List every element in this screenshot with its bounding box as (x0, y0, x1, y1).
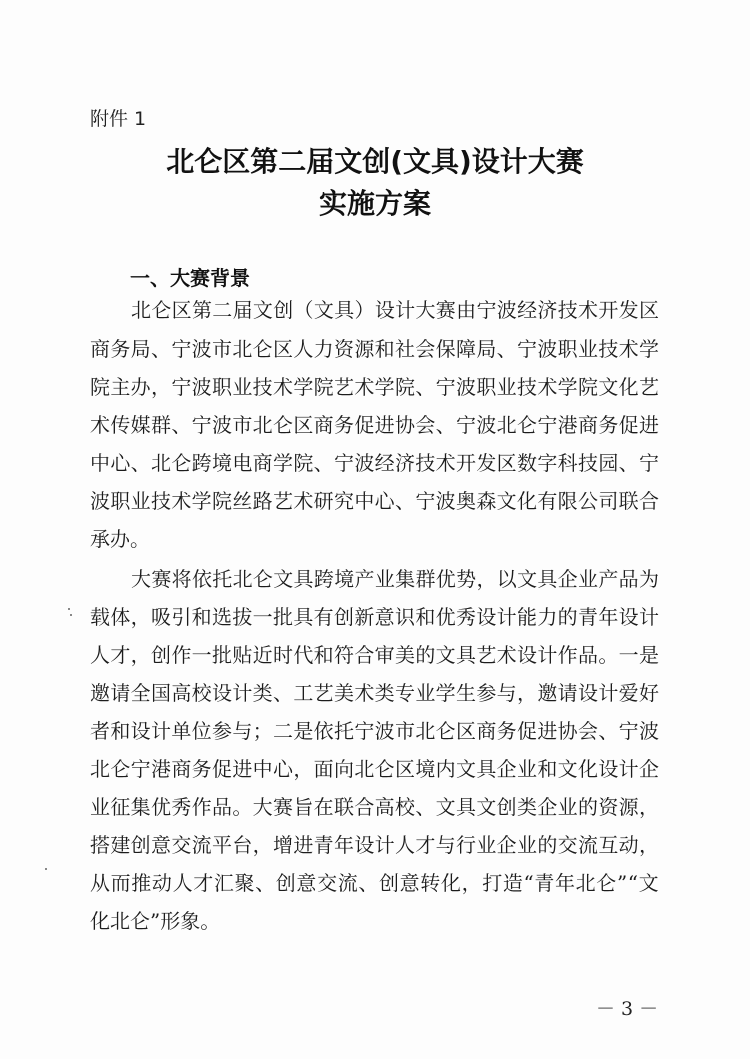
paragraph-line: 从而推动人才汇聚、创意交流、创意转化，打造“青年北仑”“文 (90, 871, 660, 895)
paragraph-line: 波职业技术学院丝路艺术研究中心、宁波奥森文化有限公司联合 (90, 489, 660, 513)
paragraph-line: 业征集优秀作品。大赛旨在联合高校、文具文创类企业的资源， (90, 795, 660, 819)
document-title-line1: 北仑区第二届文创(文具)设计大赛 (166, 145, 584, 178)
paragraph-line: 商务局、宁波市北仑区人力资源和社会保障局、宁波职业技术学 (90, 337, 660, 361)
scan-speck (45, 868, 47, 870)
paragraph-line: 者和设计单位参与；二是依托宁波市北仑区商务促进协会、宁波 (90, 719, 660, 743)
scan-speck (68, 608, 70, 610)
paragraph-line: 术传媒群、宁波市北仑区商务促进协会、宁波北仑宁港商务促进 (90, 413, 660, 437)
scan-speck (70, 614, 72, 616)
paragraph-line: 化北仑”形象。 (90, 909, 221, 933)
document-title-line2: 实施方案 (318, 187, 431, 220)
paragraph-line: 大赛将依托北仑文具跨境产业集群优势，以文具企业产品为 (131, 567, 660, 591)
paragraph-line: 北仑宁港商务促进中心，面向北仑区境内文具企业和文化设计企 (90, 757, 660, 781)
paragraph-line: 北仑区第二届文创（文具）设计大赛由宁波经济技术开发区 (131, 298, 660, 322)
paragraph-line: 中心、北仑跨境电商学院、宁波经济技术开发区数字科技园、宁 (90, 451, 660, 475)
paragraph-line: 邀请全国高校设计类、工艺美术类专业学生参与，邀请设计爱好 (90, 681, 660, 705)
attachment-label: 附件 1 (90, 108, 147, 130)
section-heading: 一、大赛背景 (130, 266, 250, 290)
paragraph-line: 搭建创意交流平台，增进青年设计人才与行业企业的交流互动， (90, 833, 660, 857)
paragraph-line: 人才，创作一批贴近时代和符合审美的文具艺术设计作品。一是 (90, 643, 660, 667)
paragraph-line: 承办。 (90, 527, 150, 551)
paragraph-line: 院主办，宁波职业技术学院艺术学院、宁波职业技术学院文化艺 (90, 375, 660, 399)
paragraph-line: 载体，吸引和选拔一批具有创新意识和优秀设计能力的青年设计 (90, 605, 660, 629)
page-number: － 3 － (596, 998, 659, 1020)
